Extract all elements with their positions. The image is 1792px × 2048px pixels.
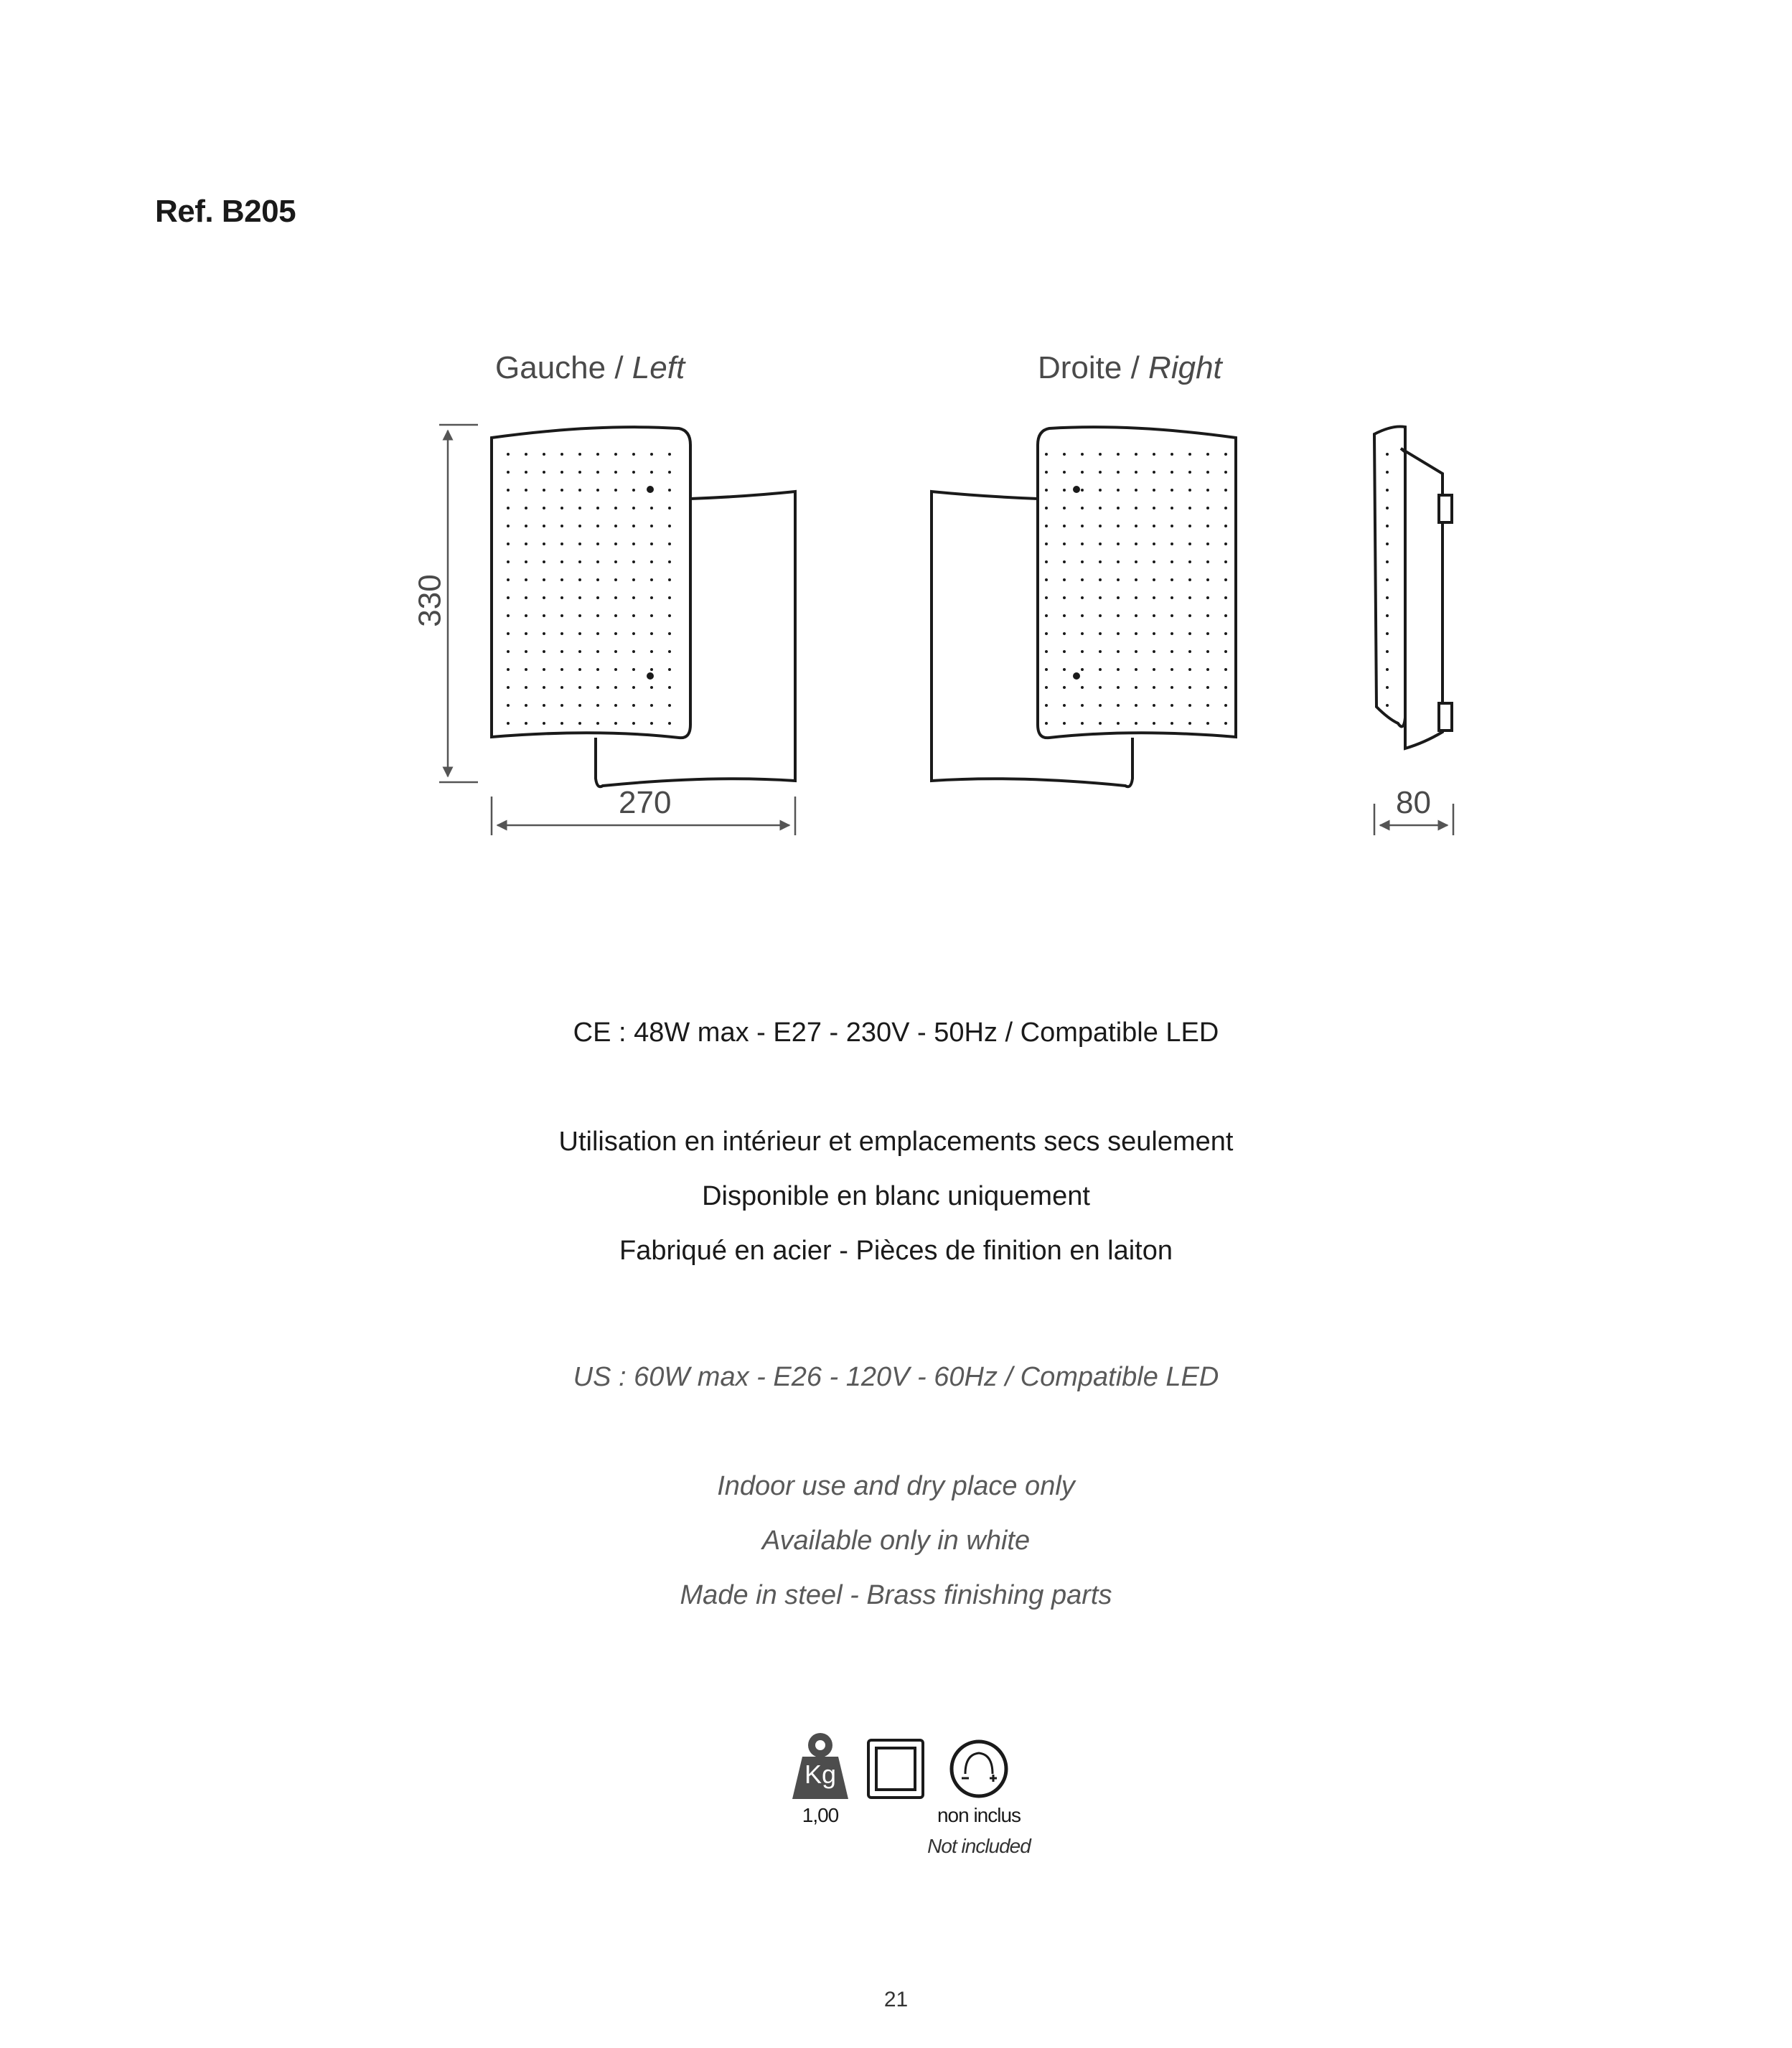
dimmer-icon	[952, 1742, 1006, 1796]
dimmer-caption-fr: non inclus	[937, 1804, 1021, 1826]
left-screw-top	[647, 486, 654, 493]
right-screw-bottom	[1073, 672, 1080, 680]
width-label: 270	[619, 785, 672, 820]
right-perforations	[1042, 441, 1229, 728]
fr-note-2: Disponible en blanc uniquement	[702, 1181, 1090, 1211]
right-screw-top	[1073, 486, 1080, 493]
side-body	[1401, 448, 1442, 748]
page-number: 21	[883, 1988, 909, 2011]
depth-label: 80	[1396, 785, 1431, 820]
left-perforations	[502, 441, 682, 728]
fr-note-3: Fabriqué en acier - Pièces de finition en laiton	[619, 1236, 1173, 1266]
height-label: 330	[412, 574, 448, 627]
view-label-right-fr: Droite /	[1038, 350, 1149, 385]
us-spec: US : 60W max - E26 - 120V - 60Hz / Compatible LED	[573, 1362, 1219, 1392]
weight-value: 1,00	[802, 1804, 839, 1826]
view-label-left-fr: Gauche /	[495, 350, 632, 385]
side-view-drawing	[1374, 426, 1452, 748]
en-note-2: Available only in white	[761, 1526, 1031, 1556]
fr-note-1: Utilisation en intérieur et emplacements secs seulement	[558, 1127, 1234, 1157]
right-view-drawing	[932, 427, 1236, 786]
left-screw-bottom	[647, 672, 654, 680]
square-frame-icon	[868, 1740, 923, 1798]
en-note-3: Made in steel - Brass finishing parts	[680, 1580, 1112, 1610]
left-view-drawing	[492, 427, 795, 786]
reference-title: Ref. B205	[155, 194, 296, 229]
side-perforations	[1378, 438, 1401, 710]
side-bracket-bottom	[1439, 703, 1452, 731]
en-note-1: Indoor use and dry place only	[717, 1471, 1075, 1501]
view-label-left-en: Left	[632, 350, 685, 385]
weight-badge-text: Kg	[804, 1760, 837, 1789]
view-label-right-en: Right	[1148, 350, 1222, 385]
ce-spec: CE : 48W max - E27 - 230V - 50Hz / Compatible LED	[573, 1018, 1219, 1048]
dimmer-caption-en: Not included	[927, 1835, 1031, 1857]
side-bracket-top	[1439, 495, 1452, 522]
